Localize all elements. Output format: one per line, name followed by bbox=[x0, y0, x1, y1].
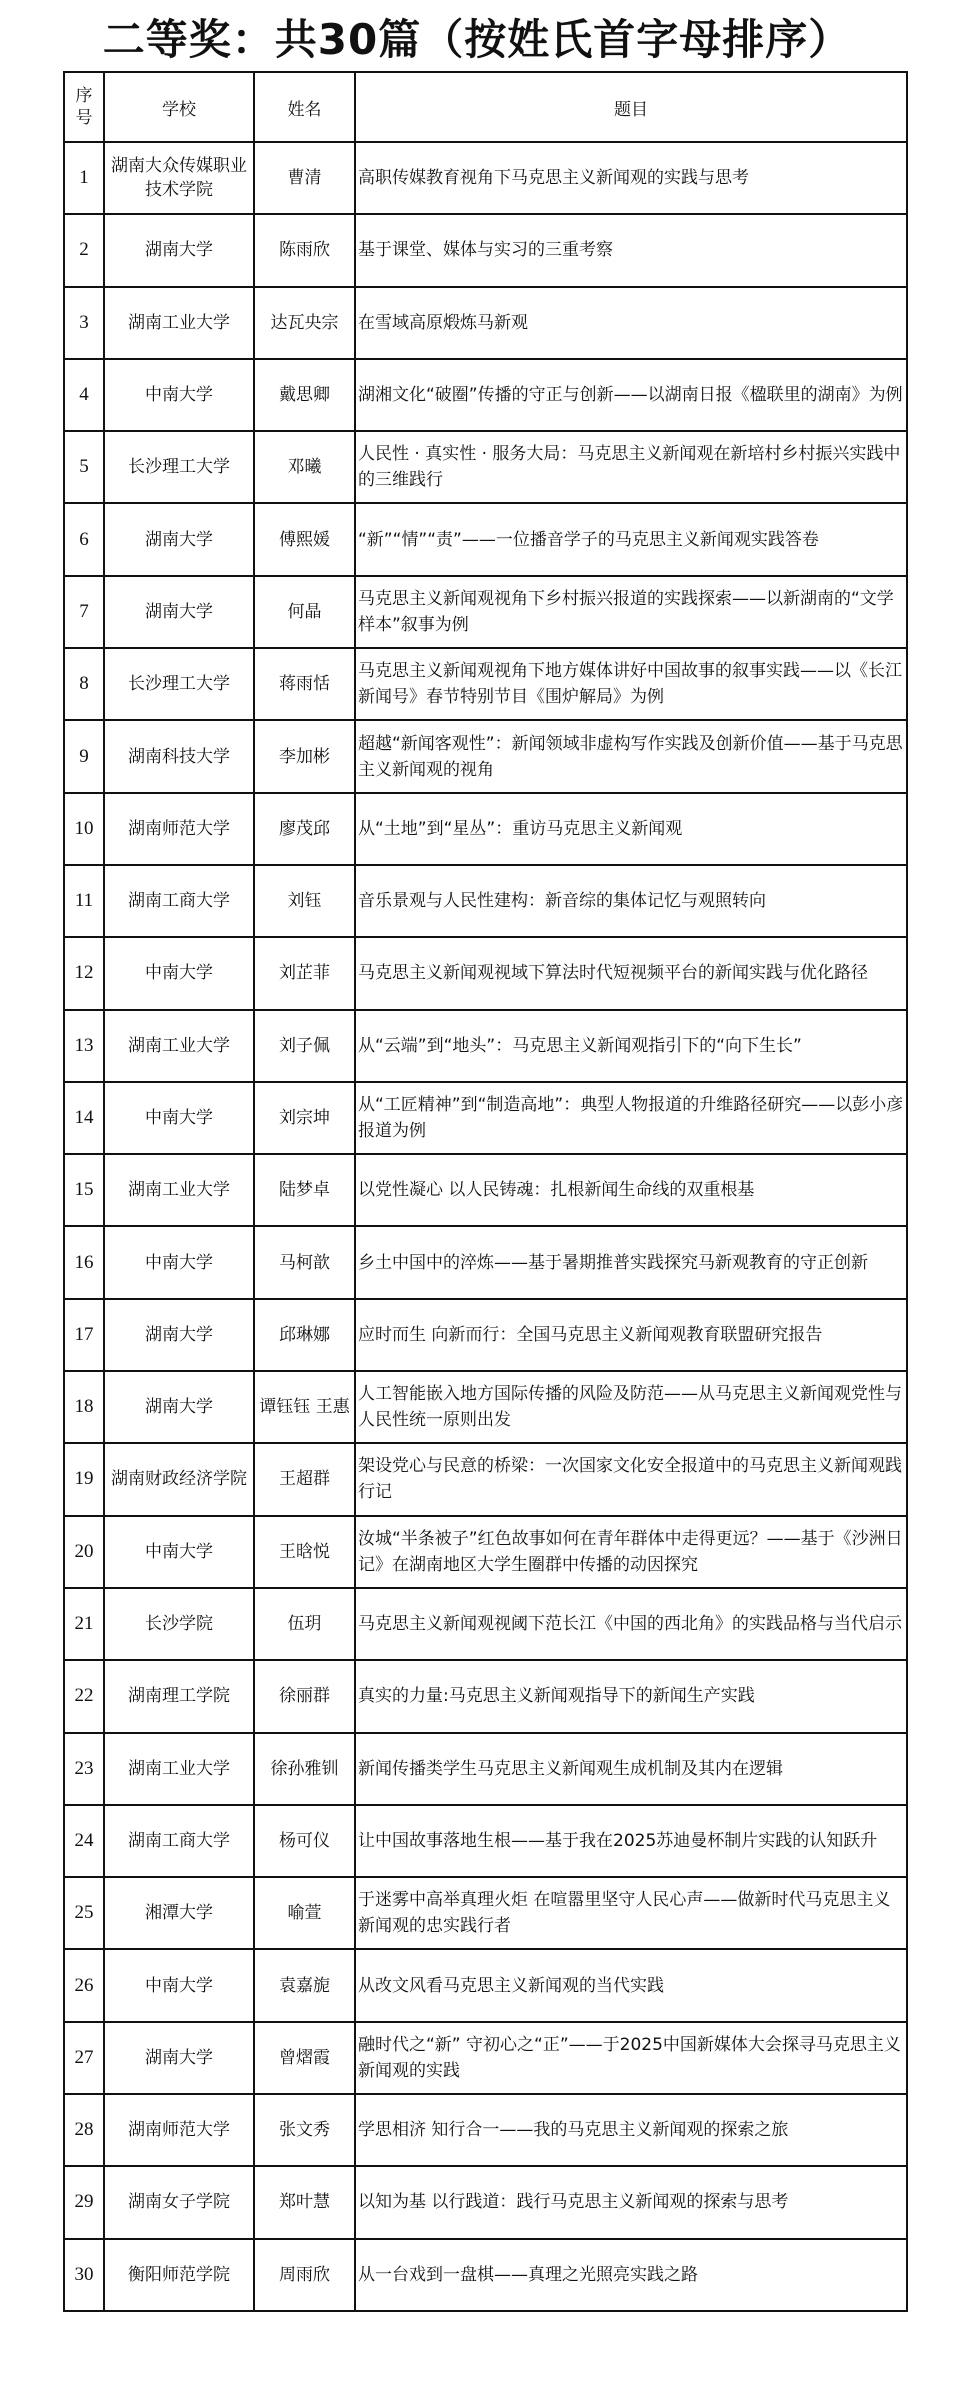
school-cell: 长沙学院 bbox=[104, 1588, 254, 1660]
name-cell: 郑叶慧 bbox=[254, 2166, 355, 2238]
table-row bbox=[64, 142, 907, 214]
seq-cell: 14 bbox=[64, 1082, 104, 1154]
header-school: 学校 bbox=[104, 72, 254, 142]
topic-cell: 架设党心与民意的桥梁：一次国家文化安全报道中的马克思主义新闻观践行记 bbox=[355, 1443, 907, 1515]
school-cell: 湖南大学 bbox=[104, 2022, 254, 2094]
name-cell: 徐孙雅钏 bbox=[254, 1733, 355, 1805]
name-cell: 杨可仪 bbox=[254, 1805, 355, 1877]
name-cell: 喻萱 bbox=[254, 1877, 355, 1949]
seq-cell: 13 bbox=[64, 1010, 104, 1082]
seq-cell: 10 bbox=[64, 793, 104, 865]
school-cell: 湖南女子学院 bbox=[104, 2166, 254, 2238]
seq-cell: 30 bbox=[64, 2239, 104, 2311]
seq-cell: 11 bbox=[64, 865, 104, 937]
table-row bbox=[64, 2094, 907, 2166]
seq-cell: 17 bbox=[64, 1299, 104, 1371]
name-cell: 蒋雨恬 bbox=[254, 648, 355, 720]
name-cell: 王超群 bbox=[254, 1443, 355, 1515]
school-cell: 湖南工业大学 bbox=[104, 287, 254, 359]
school-cell: 湖南大学 bbox=[104, 503, 254, 575]
name-cell: 王晗悦 bbox=[254, 1516, 355, 1588]
header-seq bbox=[64, 72, 104, 142]
table-row bbox=[64, 1226, 907, 1298]
topic-cell: 人工智能嵌入地方国际传播的风险及防范——从马克思主义新闻观党性与人民性统一原则出发 bbox=[355, 1371, 907, 1443]
table-row bbox=[64, 431, 907, 503]
table-row bbox=[64, 1299, 907, 1371]
seq-cell: 27 bbox=[64, 2022, 104, 2094]
school-cell: 长沙理工大学 bbox=[104, 648, 254, 720]
table-row bbox=[64, 359, 907, 431]
seq-cell: 20 bbox=[64, 1516, 104, 1588]
school-cell: 中南大学 bbox=[104, 1226, 254, 1298]
table-row bbox=[64, 1082, 907, 1154]
topic-cell: 湖湘文化“破圈”传播的守正与创新——以湖南日报《楹联里的湖南》为例 bbox=[355, 359, 907, 431]
name-cell: 陈雨欣 bbox=[254, 214, 355, 286]
topic-cell: 超越“新闻客观性”：新闻领域非虚构写作实践及创新价值——基于马克思主义新闻观的视角 bbox=[355, 720, 907, 792]
school-cell: 湖南工业大学 bbox=[104, 1010, 254, 1082]
table-row bbox=[64, 214, 907, 286]
topic-cell: 从“工匠精神”到“制造高地”：典型人物报道的升维路径研究——以彭小彦报道为例 bbox=[355, 1082, 907, 1154]
seq-cell: 18 bbox=[64, 1371, 104, 1443]
school-cell: 湖南财政经济学院 bbox=[104, 1443, 254, 1515]
topic-cell: 于迷雾中高举真理火炬 在喧嚣里坚守人民心声——做新时代马克思主义新闻观的忠实践行者 bbox=[355, 1877, 907, 1949]
seq-cell: 28 bbox=[64, 2094, 104, 2166]
seq-cell: 21 bbox=[64, 1588, 104, 1660]
school-cell: 中南大学 bbox=[104, 1949, 254, 2021]
header-seq-label: 序号 bbox=[75, 86, 93, 128]
name-cell: 何晶 bbox=[254, 576, 355, 648]
topic-cell: 在雪域高原煅炼马新观 bbox=[355, 287, 907, 359]
table-row bbox=[64, 1010, 907, 1082]
school-cell: 中南大学 bbox=[104, 1082, 254, 1154]
seq-cell: 7 bbox=[64, 576, 104, 648]
page-title: 二等奖：共30篇（按姓氏首字母排序） bbox=[102, 15, 852, 64]
name-cell: 曾熠霞 bbox=[254, 2022, 355, 2094]
school-cell: 湖南大学 bbox=[104, 1371, 254, 1443]
name-cell: 李加彬 bbox=[254, 720, 355, 792]
table-row bbox=[64, 937, 907, 1009]
topic-cell: 从“土地”到“星丛”：重访马克思主义新闻观 bbox=[355, 793, 907, 865]
topic-cell: 人民性 · 真实性 · 服务大局：马克思主义新闻观在新培村乡村振兴实践中的三维践行 bbox=[355, 431, 907, 503]
school-cell: 中南大学 bbox=[104, 937, 254, 1009]
topic-cell: 高职传媒教育视角下马克思主义新闻观的实践与思考 bbox=[355, 142, 907, 214]
school-cell: 衡阳师范学院 bbox=[104, 2239, 254, 2311]
name-cell: 邓曦 bbox=[254, 431, 355, 503]
school-cell: 湘潭大学 bbox=[104, 1877, 254, 1949]
table-row bbox=[64, 793, 907, 865]
seq-cell: 1 bbox=[64, 142, 104, 214]
name-cell: 刘芷菲 bbox=[254, 937, 355, 1009]
seq-cell: 23 bbox=[64, 1733, 104, 1805]
topic-cell: 学思相济 知行合一——我的马克思主义新闻观的探索之旅 bbox=[355, 2094, 907, 2166]
table-row bbox=[64, 1733, 907, 1805]
topic-cell: 以党性凝心 以人民铸魂：扎根新闻生命线的双重根基 bbox=[355, 1154, 907, 1226]
table-row bbox=[64, 576, 907, 648]
seq-cell: 2 bbox=[64, 214, 104, 286]
header-topic: 题目 bbox=[355, 72, 907, 142]
seq-cell: 3 bbox=[64, 287, 104, 359]
topic-cell: 应时而生 向新而行：全国马克思主义新闻观教育联盟研究报告 bbox=[355, 1299, 907, 1371]
table-row bbox=[64, 287, 907, 359]
name-cell: 刘子佩 bbox=[254, 1010, 355, 1082]
name-cell: 马柯歆 bbox=[254, 1226, 355, 1298]
seq-cell: 15 bbox=[64, 1154, 104, 1226]
seq-cell: 9 bbox=[64, 720, 104, 792]
name-cell: 周雨欣 bbox=[254, 2239, 355, 2311]
awards-table bbox=[63, 71, 908, 2312]
table-row bbox=[64, 503, 907, 575]
topic-cell: 马克思主义新闻观视域下算法时代短视频平台的新闻实践与优化路径 bbox=[355, 937, 907, 1009]
table-row bbox=[64, 2166, 907, 2238]
header-name: 姓名 bbox=[254, 72, 355, 142]
name-cell: 廖茂邱 bbox=[254, 793, 355, 865]
seq-cell: 8 bbox=[64, 648, 104, 720]
table-row bbox=[64, 648, 907, 720]
topic-cell: 马克思主义新闻观视角下地方媒体讲好中国故事的叙事实践——以《长江新闻号》春节特别节目《围炉解局》为例 bbox=[355, 648, 907, 720]
table-row bbox=[64, 1805, 907, 1877]
table-row bbox=[64, 1588, 907, 1660]
table-row bbox=[64, 2022, 907, 2094]
seq-cell: 26 bbox=[64, 1949, 104, 2021]
school-cell: 湖南大学 bbox=[104, 576, 254, 648]
name-cell: 徐丽群 bbox=[254, 1660, 355, 1732]
school-cell: 中南大学 bbox=[104, 359, 254, 431]
name-cell: 邱琳娜 bbox=[254, 1299, 355, 1371]
topic-cell: 汝城“半条被子”红色故事如何在青年群体中走得更远？——基于《沙洲日记》在湖南地区大学生圈群中传播的动因探究 bbox=[355, 1516, 907, 1588]
school-cell: 湖南师范大学 bbox=[104, 793, 254, 865]
topic-cell: 从一台戏到一盘棋——真理之光照亮实践之路 bbox=[355, 2239, 907, 2311]
school-cell: 湖南大学 bbox=[104, 214, 254, 286]
topic-cell: 从改文风看马克思主义新闻观的当代实践 bbox=[355, 1949, 907, 2021]
topic-cell: 马克思主义新闻观视阈下范长江《中国的西北角》的实践品格与当代启示 bbox=[355, 1588, 907, 1660]
seq-cell: 29 bbox=[64, 2166, 104, 2238]
table-row bbox=[64, 865, 907, 937]
school-cell: 湖南工商大学 bbox=[104, 865, 254, 937]
school-cell: 中南大学 bbox=[104, 1516, 254, 1588]
topic-cell: 新闻传播类学生马克思主义新闻观生成机制及其内在逻辑 bbox=[355, 1733, 907, 1805]
seq-cell: 6 bbox=[64, 503, 104, 575]
name-cell: 戴思卿 bbox=[254, 359, 355, 431]
school-cell: 湖南大众传媒职业技术学院 bbox=[104, 142, 254, 214]
name-cell: 刘钰 bbox=[254, 865, 355, 937]
topic-cell: 以知为基 以行践道：践行马克思主义新闻观的探索与思考 bbox=[355, 2166, 907, 2238]
seq-cell: 4 bbox=[64, 359, 104, 431]
topic-cell: 从“云端”到“地头”：马克思主义新闻观指引下的“向下生长” bbox=[355, 1010, 907, 1082]
table-row bbox=[64, 1877, 907, 1949]
school-cell: 湖南师范大学 bbox=[104, 2094, 254, 2166]
name-cell: 陆梦卓 bbox=[254, 1154, 355, 1226]
topic-cell: 音乐景观与人民性建构：新音综的集体记忆与观照转向 bbox=[355, 865, 907, 937]
name-cell: 张文秀 bbox=[254, 2094, 355, 2166]
school-cell: 湖南工业大学 bbox=[104, 1154, 254, 1226]
topic-cell: 乡土中国中的淬炼——基于暑期推普实践探究马新观教育的守正创新 bbox=[355, 1226, 907, 1298]
topic-cell: 真实的力量:马克思主义新闻观指导下的新闻生产实践 bbox=[355, 1660, 907, 1732]
seq-cell: 5 bbox=[64, 431, 104, 503]
table-row bbox=[64, 1949, 907, 2021]
topic-cell: 基于课堂、媒体与实习的三重考察 bbox=[355, 214, 907, 286]
seq-cell: 12 bbox=[64, 937, 104, 1009]
table-row bbox=[64, 1371, 907, 1443]
table-row bbox=[64, 2239, 907, 2311]
seq-cell: 22 bbox=[64, 1660, 104, 1732]
school-cell: 湖南大学 bbox=[104, 1299, 254, 1371]
table-row bbox=[64, 1443, 907, 1515]
name-cell: 达瓦央宗 bbox=[254, 287, 355, 359]
school-cell: 湖南科技大学 bbox=[104, 720, 254, 792]
table-row bbox=[64, 1516, 907, 1588]
table-row bbox=[64, 1154, 907, 1226]
school-cell: 湖南工商大学 bbox=[104, 1805, 254, 1877]
topic-cell: 让中国故事落地生根——基于我在2025苏迪曼杯制片实践的认知跃升 bbox=[355, 1805, 907, 1877]
table-header-row bbox=[64, 72, 907, 142]
name-cell: 谭钰钰 王惠 bbox=[254, 1371, 355, 1443]
name-cell: 刘宗坤 bbox=[254, 1082, 355, 1154]
name-cell: 曹清 bbox=[254, 142, 355, 214]
topic-cell: 融时代之“新” 守初心之“正”——于2025中国新媒体大会探寻马克思主义新闻观的实践 bbox=[355, 2022, 907, 2094]
table-row bbox=[64, 720, 907, 792]
name-cell: 傅熙媛 bbox=[254, 503, 355, 575]
topic-cell: 马克思主义新闻观视角下乡村振兴报道的实践探索——以新湖南的“文学样本”叙事为例 bbox=[355, 576, 907, 648]
school-cell: 湖南理工学院 bbox=[104, 1660, 254, 1732]
seq-cell: 25 bbox=[64, 1877, 104, 1949]
table-row bbox=[64, 1660, 907, 1732]
seq-cell: 24 bbox=[64, 1805, 104, 1877]
school-cell: 湖南工业大学 bbox=[104, 1733, 254, 1805]
school-cell: 长沙理工大学 bbox=[104, 431, 254, 503]
seq-cell: 16 bbox=[64, 1226, 104, 1298]
name-cell: 袁嘉旎 bbox=[254, 1949, 355, 2021]
topic-cell: “新”“情”“责”——一位播音学子的马克思主义新闻观实践答卷 bbox=[355, 503, 907, 575]
seq-cell: 19 bbox=[64, 1443, 104, 1515]
name-cell: 伍玥 bbox=[254, 1588, 355, 1660]
